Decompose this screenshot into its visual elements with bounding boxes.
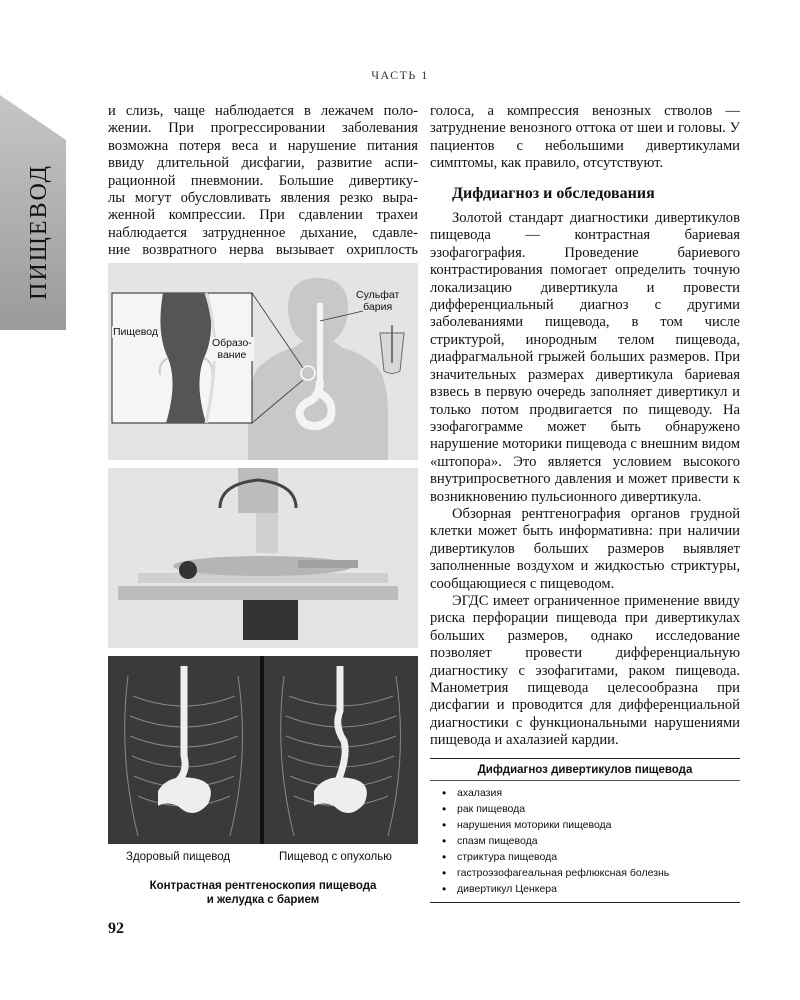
- left-column-line: ввиду длительной дисфагии, развитие аспи-: [108, 155, 418, 172]
- left-column-line: возможна потеря веса и нарушение питания: [108, 137, 418, 154]
- ddx-box: [430, 758, 740, 903]
- left-column-line: жении. При прогрессировании заболевания: [108, 120, 418, 137]
- page-number: 92: [108, 920, 124, 937]
- right-column-text: [430, 103, 740, 750]
- left-column-line: женной компрессии. При сдавлении трахеи: [108, 207, 418, 224]
- caption-healthy: Здоровый пищевод: [126, 851, 231, 863]
- ddx-list: [430, 785, 740, 897]
- left-column-line: рационной пневмонии. Большие дивертику-: [108, 172, 418, 189]
- ddx-box-title: Дифдиагноз дивертикулов пищевода: [430, 759, 740, 781]
- xray-table-panel: [108, 468, 418, 648]
- ddx-list-item: • спазм пищевода: [442, 833, 740, 849]
- label-formation: Образо- вание: [212, 337, 252, 361]
- ddx-list-item: • рак пищевода: [442, 801, 740, 817]
- left-column-line: и слизь, чаще наблюдается в лежачем поло-: [108, 103, 418, 119]
- ddx-list-item: • нарушения моторики пищевода: [442, 817, 740, 833]
- intro-paragraph: голоса, а компрессия венозных стволов — затруднение венозного оттока от шеи и головы. У пациентов с небольшими дивертикулами симптомы, как правило, отсутствуют.: [430, 103, 740, 172]
- left-column-text: [108, 103, 418, 260]
- caption-tumor: Пищевод с опухолью: [279, 851, 392, 863]
- paragraph-gold-standard: Золотой стандарт диагностики дивертикулов пищевода — контрастная бариевая эзофагография. Проведение бариевого контрастирования помогает определить точную локализацию дивертикула и провести дифференциальный диагноз с другими заболеваниями пищевода, в том числе стриктурой, инородным телом пищевода, диафрагмальной грыжей больших размеров. При значительных размерах дивертикула бариевая взвесь в первую очередь заполняет дивертикул и только потом продвигается по пищеводу. На эзофагограмме может быть обнаружено нарушение моторики пищевода с внешним видом «штопора». Это является условием высокого внутрипросветного давления и может привести к возникновению пульсионного дивертикула.: [430, 210, 740, 505]
- chest-xrays: [108, 656, 418, 844]
- paragraph-egds: ЭГДС имеет ограниченное применение ввиду риска перфорации пищевода при дивертикулах больших размеров, однако исследование позволяет провести дифференциальную диагностику с эзофагитами, раком пищевода. Манометрия пищевода целесообразна при дисфагии и проводится для дифференциальной диагностики с функциональными нарушениями пищевода и ахалазией кардии.: [430, 592, 740, 749]
- ddx-list-item: • дивертикул Ценкера: [442, 881, 740, 897]
- xray-images-panel: [108, 656, 418, 844]
- left-column-line: ние возвратного нерва вызывает охриплость: [108, 242, 418, 259]
- xray-table-illustration: [108, 468, 418, 648]
- ddx-list-item: • ахалазия: [442, 785, 740, 801]
- anatomy-panel: [108, 263, 418, 460]
- ddx-list-item: • гастроэзофагеальная рефлюксная болезнь: [442, 865, 740, 881]
- left-column-line: наблюдается затрудненное дыхание, сдавле-: [108, 224, 418, 241]
- barium-figure: [108, 263, 418, 848]
- left-column-line: лы могут обусловливать явления резко выра-: [108, 190, 418, 207]
- label-esophagus: Пищевод: [113, 326, 158, 338]
- paragraph-xray: Обзорная рентгенография органов грудной клетки может быть информативна: при наличии дивертикулов больших размеров выявляет заполненные воздухом и жидкостью стриктуры, сообщающиеся с пищеводом.: [430, 505, 740, 592]
- running-head: ЧАСТЬ 1: [371, 68, 429, 82]
- ddx-list-item: • стриктура пищевода: [442, 849, 740, 865]
- section-title: ПИЩЕВОД: [26, 163, 52, 300]
- figure-caption: Контрастная рентгеноскопия пищевода и желудка с барием: [149, 880, 377, 906]
- section-heading: Дифдиагноз и обследования: [452, 184, 655, 202]
- label-barium: Сульфат бария: [356, 289, 400, 313]
